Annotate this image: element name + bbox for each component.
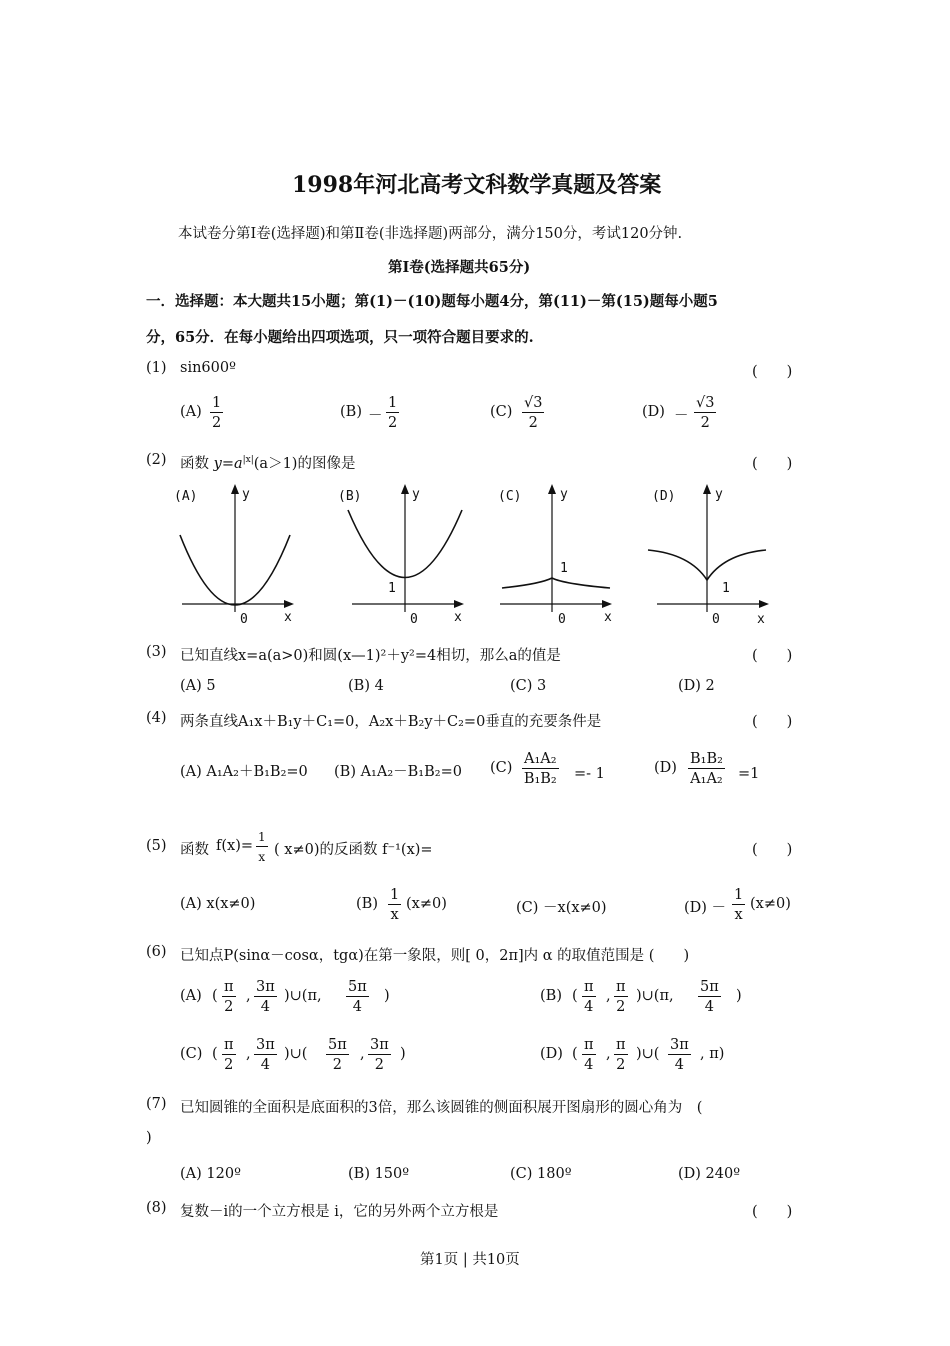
q3-option-a: (A) 5: [180, 678, 216, 694]
q2-number: (2): [146, 452, 167, 468]
q3-option-b: (B) 4: [348, 678, 384, 694]
section-header-line2: 分，65分．在每小题给出四项选项，只一项符合题目要求的.: [146, 329, 534, 346]
q5-option-b-fraction: $\frac{1}{x}$: [390, 887, 400, 923]
q6-option-c-open: (: [212, 1046, 218, 1062]
q6-option-a-frac1: $\frac{\pi}{2}$: [224, 979, 234, 1015]
q3-option-c: (C) 3: [510, 678, 547, 694]
page-title: 1998年河北高考文科数学真题及答案: [292, 172, 662, 198]
q1-option-b-fraction: $\frac{1}{2}$: [388, 395, 398, 431]
q1-option-a-fraction: $\frac{1}{2}$: [212, 395, 222, 431]
q6-option-d-label: (D): [540, 1046, 563, 1062]
svg-text:1: 1: [388, 581, 396, 596]
q6-option-b-frac2: $\frac{\pi}{2}$: [616, 979, 626, 1015]
q5-number: (5): [146, 838, 167, 854]
q6-option-c-union: )∪(: [284, 1046, 308, 1062]
q6-option-a-union: )∪(π,: [284, 988, 322, 1004]
q7-stem: 已知圆锥的全面积是底面积的3倍，那么该圆锥的侧面积展开图扇形的圆心角为 (: [180, 1100, 703, 1116]
q6-option-c-frac4: $\frac{3\pi}{2}$: [370, 1037, 389, 1073]
q2-answer-paren: ( ): [752, 456, 793, 472]
q7-option-a: (A) 120º: [180, 1166, 241, 1182]
q6-option-b-close: ): [736, 988, 742, 1004]
q7-option-c: (C) 180º: [510, 1166, 572, 1182]
q2-graph-a: [174, 484, 294, 627]
q1-option-c-fraction: $\frac{√3}{2}$: [524, 395, 543, 431]
q6-option-b-union: )∪(π,: [636, 988, 674, 1004]
q4-number: (4): [146, 710, 167, 726]
q4-stem: 两条直线A₁x＋B₁y＋C₁=0，A₂x＋B₂y＋C₂=0垂直的充要条件是: [180, 714, 602, 730]
q5-option-b-label: (B): [356, 896, 378, 912]
q4-option-b: (B) A₁A₂－B₁B₂=0: [334, 764, 462, 780]
intro-text: 本试卷分第Ⅰ卷(选择题)和第Ⅱ卷(非选择题)两部分，满分150分，考试120分钟.: [178, 226, 683, 242]
q6-option-c-close: ): [400, 1046, 406, 1062]
q2-graph-c: [498, 484, 612, 627]
svg-text:x: x: [284, 610, 292, 625]
svg-text:y: y: [412, 487, 420, 502]
q2-graph-d-label: (D): [652, 489, 676, 504]
q1-option-a-label: (A): [180, 404, 202, 420]
q7-stem-end: ): [146, 1130, 152, 1146]
svg-text:0: 0: [712, 612, 720, 627]
q2-stem: 函数 $y=a^{|x|}(a>1)$的图像是: [180, 455, 356, 472]
q2-graph-b: [338, 484, 464, 627]
q4-option-d-label: (D): [654, 760, 677, 776]
q8-stem: 复数－i的一个立方根是 i，它的另外两个立方根是: [180, 1204, 499, 1220]
q5-stem-post: ( x≠0)的反函数 f⁻¹(x)=: [274, 842, 433, 858]
q6-option-d-open: (: [572, 1046, 578, 1062]
q4-option-c-fraction: $\frac{\text{A₁A₂}}{\text{B₁B₂}}$: [523, 751, 557, 787]
q5-option-c: (C) －x(x≠0): [516, 900, 607, 916]
q4-option-d-rhs: =1: [738, 766, 760, 782]
svg-text:y: y: [560, 487, 568, 502]
svg-text:0: 0: [410, 612, 418, 627]
q6-option-d-union: )∪(: [636, 1046, 660, 1062]
q5-option-a: (A) x(x≠0): [180, 896, 256, 912]
q6-option-b-frac3: $\frac{5\pi}{4}$: [700, 979, 719, 1015]
q1-option-b-label: (B): [340, 404, 362, 420]
q6-stem: 已知点P(sinα－cosα，tgα)在第一象限，则[ 0，2π]内 α 的取值范围是 ( ): [180, 948, 690, 964]
q6-option-a-frac2: $\frac{3\pi}{4}$: [256, 979, 275, 1015]
q6-option-c-frac2: $\frac{3\pi}{4}$: [256, 1037, 275, 1073]
svg-text:y: y: [715, 487, 723, 502]
q6-option-a-close: ): [384, 988, 390, 1004]
q6-option-b-open: (: [572, 988, 578, 1004]
q3-stem: 已知直线x=a(a>0)和圆(x—1)²＋y²=4相切，那么a的值是: [180, 648, 561, 664]
q1-number: (1): [146, 360, 167, 376]
q6-option-c-label: (C): [180, 1046, 203, 1062]
q3-option-d: (D) 2: [678, 678, 715, 694]
q5-option-d-post: (x≠0): [750, 896, 791, 912]
q2-graph-c-label: (C): [498, 489, 522, 504]
svg-text:x: x: [604, 610, 612, 625]
q6-option-d-frac3: $\frac{3\pi}{4}$: [670, 1037, 689, 1073]
page-footer: 第1页 | 共10页: [420, 1252, 520, 1268]
q2-graphs: [160, 480, 800, 630]
svg-text:y: y: [242, 487, 250, 502]
q8-number: (8): [146, 1200, 167, 1216]
q4-option-d-fraction: $\frac{\text{B₁B₂}}{\text{A₁A₂}}$: [690, 751, 723, 787]
q7-number: (7): [146, 1096, 167, 1112]
q7-option-d: (D) 240º: [678, 1166, 741, 1182]
q3-number: (3): [146, 644, 167, 660]
svg-text:1: 1: [722, 581, 730, 596]
q6-option-c-frac3: $\frac{5\pi}{2}$: [328, 1037, 347, 1073]
svg-text:0: 0: [558, 612, 566, 627]
q1-option-d-fraction: $\frac{√3}{2}$: [696, 395, 715, 431]
svg-text:x: x: [454, 610, 462, 625]
q1-option-d-sign: －: [674, 408, 689, 424]
q6-option-a-comma: ,: [246, 988, 251, 1004]
q5-fx: f(x)=: [216, 838, 254, 854]
section-header-line1: 一．选择题：本大题共15小题；第(1)－(10)题每小题4分，第(11)－第(15)题每小题5: [146, 293, 718, 310]
q4-option-c-label: (C): [490, 760, 513, 776]
q6-option-a-open: (: [212, 988, 218, 1004]
q6-option-d-frac1: $\frac{\pi}{4}$: [584, 1037, 594, 1073]
q7-option-b: (B) 150º: [348, 1166, 410, 1182]
part1-heading: 第Ⅰ卷(选择题共65分): [388, 259, 531, 276]
svg-text:x: x: [757, 612, 765, 627]
q2-graph-a-label: (A): [174, 489, 198, 504]
q6-option-b-label: (B): [540, 988, 562, 1004]
q1-option-d-label: (D): [642, 404, 665, 420]
q5-answer-paren: ( ): [752, 842, 793, 858]
q6-option-a-frac3: $\frac{5\pi}{4}$: [348, 979, 367, 1015]
q6-option-c-comma2: ,: [360, 1046, 365, 1062]
q5-fraction: $\frac{1}{x}$: [258, 830, 266, 864]
q8-answer-paren: ( ): [752, 1204, 793, 1220]
q5-option-b-post: (x≠0): [406, 896, 447, 912]
q2-graph-b-label: (B): [338, 489, 362, 504]
q6-option-d-close: , π): [700, 1046, 725, 1062]
q4-answer-paren: ( ): [752, 714, 793, 730]
q1-stem: sin600º: [180, 360, 236, 376]
q5-stem-prefix: 函数: [180, 842, 209, 858]
q5-option-d-fraction: $\frac{1}{x}$: [734, 887, 744, 923]
q2-graph-d: [648, 484, 769, 627]
q4-option-c-rhs: =- 1: [574, 766, 605, 782]
q1-option-b-sign: －: [368, 408, 383, 424]
q6-option-a-label: (A): [180, 988, 202, 1004]
q6-option-b-comma: ,: [606, 988, 611, 1004]
q1-answer-paren: ( ): [752, 364, 793, 380]
svg-text:1: 1: [560, 561, 568, 576]
svg-text:0: 0: [240, 612, 248, 627]
q6-option-c-comma1: ,: [246, 1046, 251, 1062]
q6-number: (6): [146, 944, 167, 960]
q4-option-a: (A) A₁A₂＋B₁B₂=0: [180, 764, 308, 780]
q6-option-c-frac1: $\frac{\pi}{2}$: [224, 1037, 234, 1073]
q6-option-b-frac1: $\frac{\pi}{4}$: [584, 979, 594, 1015]
q3-answer-paren: ( ): [752, 648, 793, 664]
q1-option-c-label: (C): [490, 404, 513, 420]
q6-option-d-comma: ,: [606, 1046, 611, 1062]
q5-option-d-label: (D) －: [684, 900, 727, 916]
q6-option-d-frac2: $\frac{\pi}{2}$: [616, 1037, 626, 1073]
